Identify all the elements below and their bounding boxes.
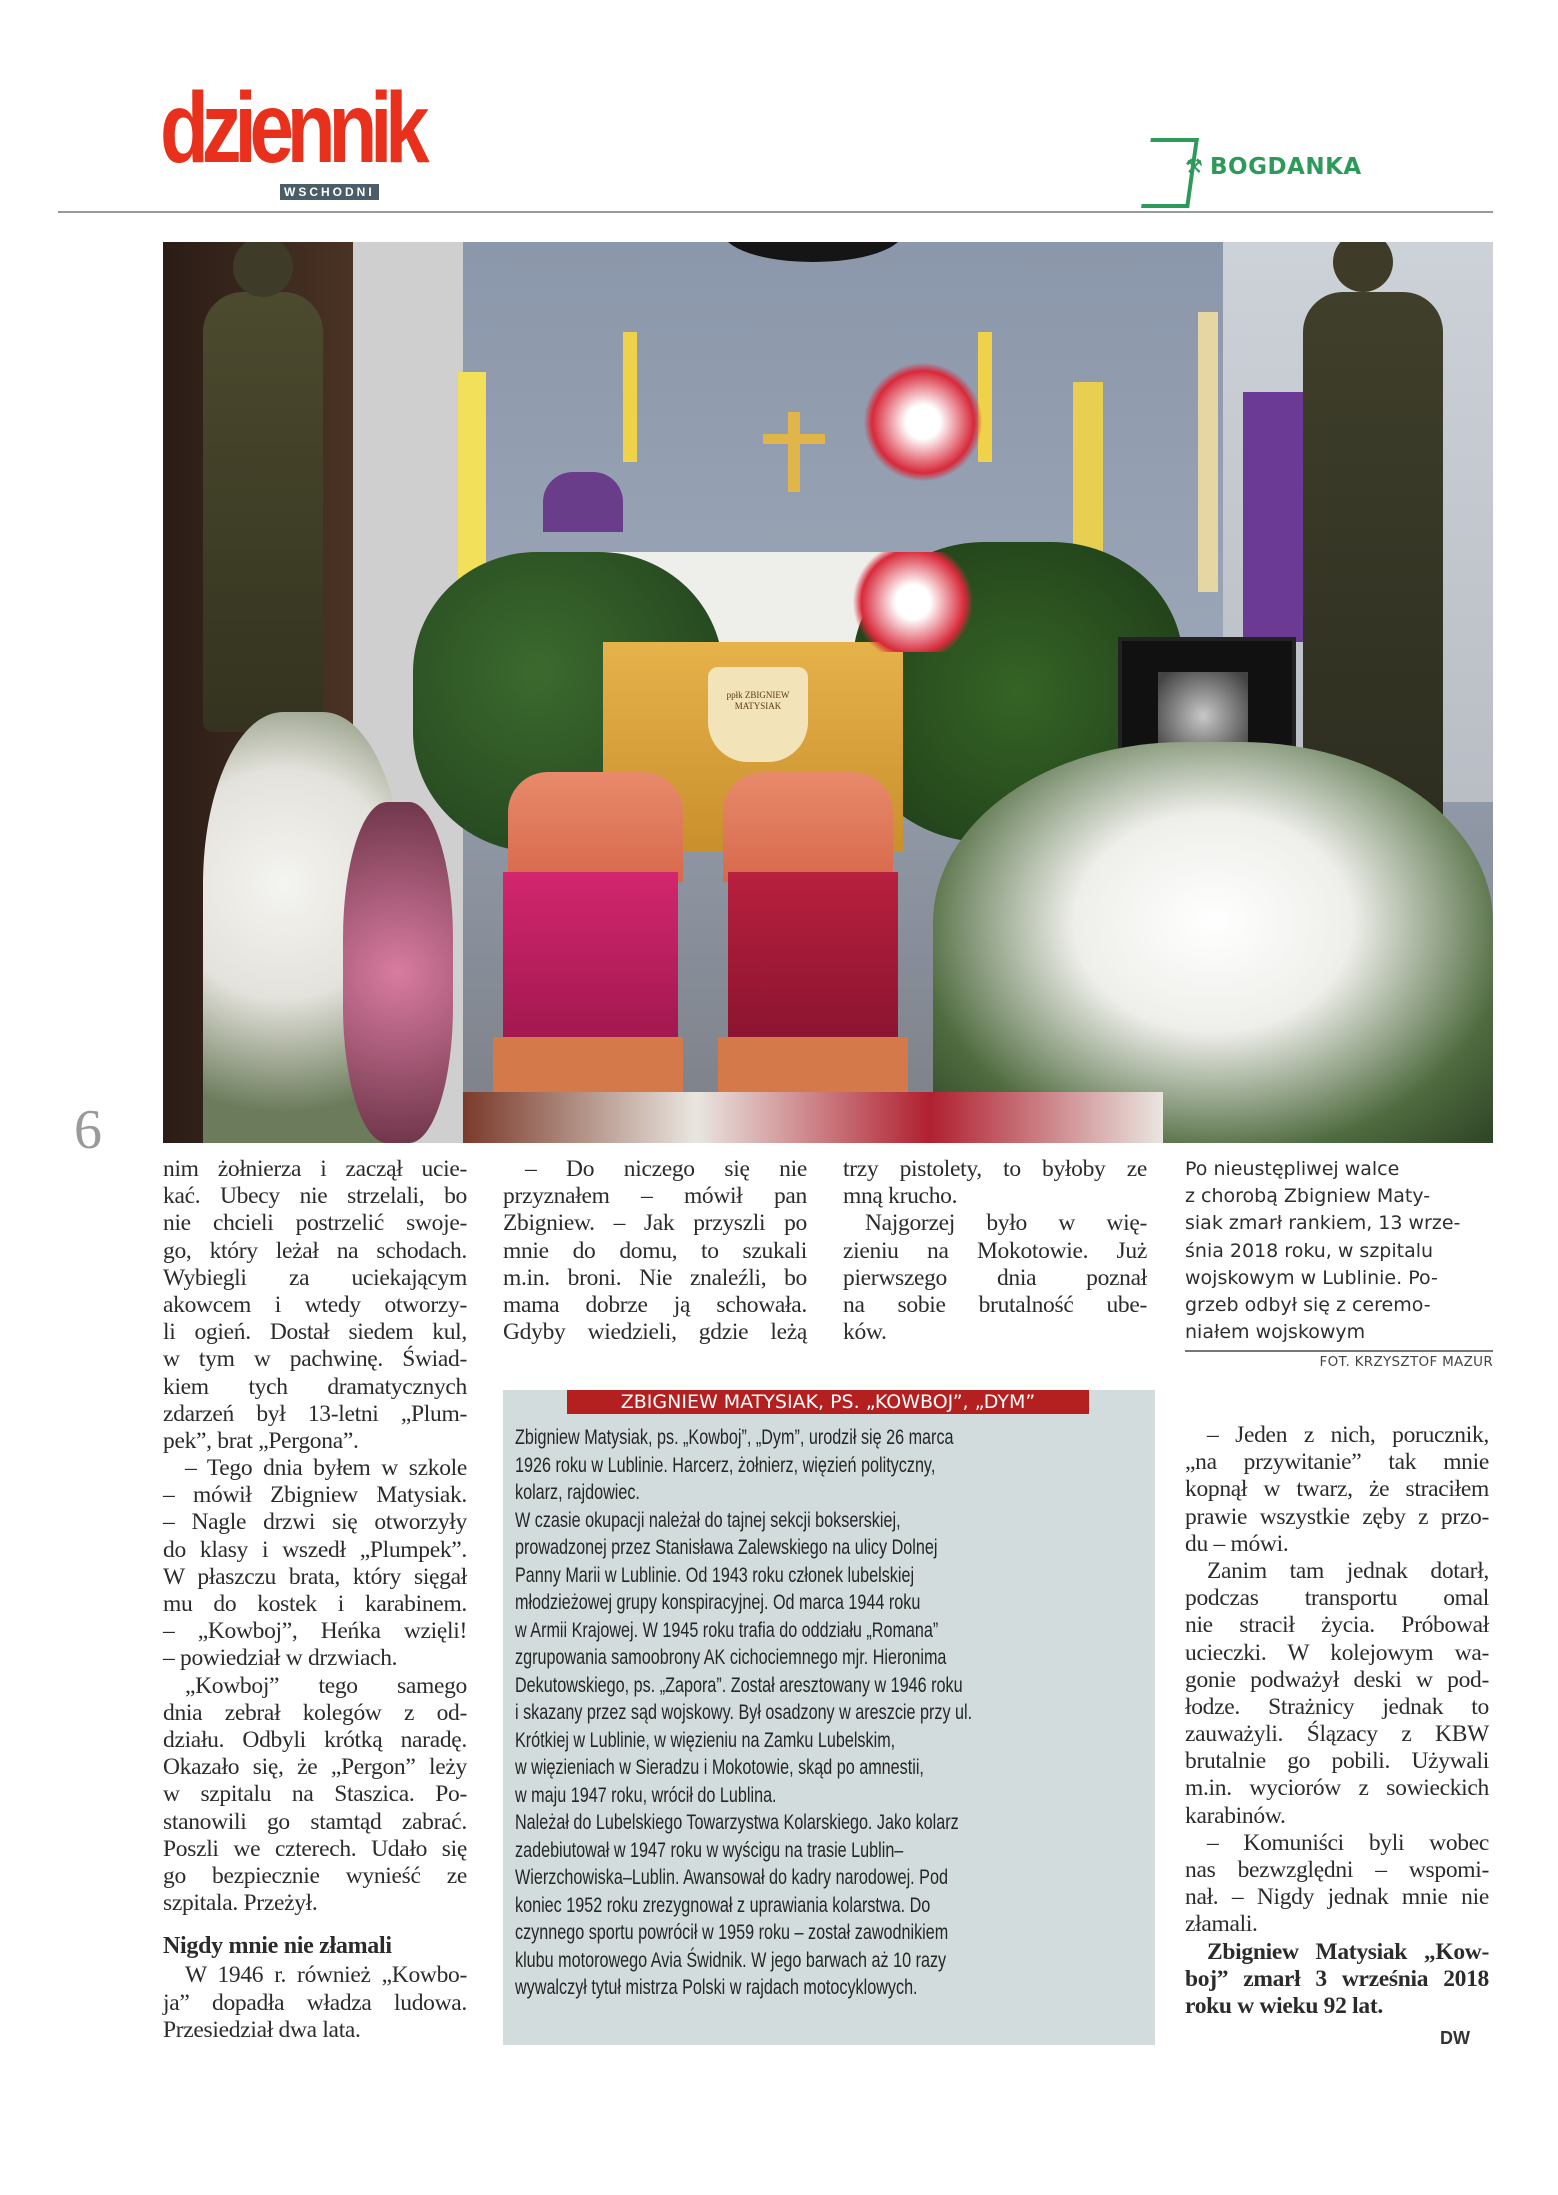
article-column-4 <box>1185 1422 1489 2020</box>
text-line: prawie wszystkie zęby z przo- <box>1185 1503 1489 1530</box>
text-line: Najgorzej było w wię- <box>865 1210 1147 1237</box>
paragraph <box>1185 1939 1489 2021</box>
caption-line: siak zmarł rankiem, 13 wrze- <box>1185 1212 1461 1235</box>
text-line: dnia zebrał kolegów z od- <box>163 1699 467 1726</box>
biography-line: młodzieżowej grupy konspiracyjnej. Od marca 1944 roku <box>515 1591 921 1614</box>
text-line: „na przywitanie” tak mnie <box>1185 1449 1489 1476</box>
text-line: w tym w pachwinę. Świad- <box>163 1346 467 1373</box>
text-line: go bezpiecznie wynieść ze <box>163 1862 467 1889</box>
photo-credit: FOT. KRZYSZTOF MAZUR <box>1319 1354 1493 1370</box>
caption-line: wojskowym w Lublinie. Po- <box>1185 1266 1438 1289</box>
logo-text: dziennik <box>160 72 423 184</box>
text-line: zieniu na Mokotowie. Już <box>843 1237 1147 1264</box>
text-line: pek”, brat „Pergona”. <box>163 1427 359 1454</box>
text-line: „Kowboj” tego samego <box>185 1672 467 1699</box>
text-line: mną krucho. <box>843 1183 958 1210</box>
text-line: nie stracił życia. Próbował <box>1185 1612 1489 1639</box>
biography-line: W czasie okupacji należał do tajnej sekcji bokserskiej, <box>515 1508 901 1532</box>
text-line: nie chcieli postrzelić swoje- <box>163 1210 467 1237</box>
biography-line: Panny Marii w Lublinie. Od 1943 roku członek lubelskiej <box>515 1563 915 1587</box>
text-line: Przesiedział dwa lata. <box>163 2016 361 2043</box>
text-line: – Komuniści byli wobec <box>1207 1829 1489 1856</box>
biography-line: Należał do Lubelskiego Towarzystwa Kolarskiego. Jako kolarz <box>515 1811 959 1834</box>
text-line: Zbigniew Matysiak „Kow- <box>1207 1938 1489 1965</box>
biography-box-body <box>515 1424 1123 2002</box>
text-line: W 1946 r. również „Kowbo- <box>185 1962 467 1989</box>
biography-line: kolarz, rajdowiec. <box>515 1481 640 1504</box>
text-line: – Tego dnia byłem w szkole <box>185 1455 467 1482</box>
text-line: – „Kowboj”, Heńka wzięli! <box>163 1618 467 1645</box>
text-line: Gdyby wiedzieli, gdzie leżą <box>503 1319 807 1346</box>
paragraph <box>1185 1422 1489 1558</box>
text-line: Poszli we czterech. Udało się <box>163 1835 467 1862</box>
text-line: m.in. broni. Nie znaleźli, bo <box>503 1264 807 1291</box>
caption-line: z chorobą Zbigniew Maty- <box>1185 1185 1431 1208</box>
paragraph <box>163 1455 467 1673</box>
text-line: mnie do domu, to szukali <box>503 1237 807 1264</box>
text-line: kiem tych dramatycznych <box>163 1373 467 1400</box>
article-column-1 <box>163 1156 467 2044</box>
text-line: ków. <box>843 1319 887 1346</box>
text-line: nim żołnierza i zaczął ucie- <box>163 1156 467 1182</box>
biography-line: prowadzonej przez Stanisława Zalewskiego na ulicy Dolnej <box>515 1536 938 1559</box>
caption-line: Po nieustępliwej walce <box>1185 1158 1400 1180</box>
text-line: kać. Ubecy nie strzelali, bo <box>163 1183 467 1210</box>
caption-rule <box>1185 1350 1493 1352</box>
paragraph <box>163 1156 467 1455</box>
text-line: w szpitalu na Staszica. Po- <box>163 1781 467 1808</box>
paragraph <box>843 1210 1147 1346</box>
caption-line: śnia 2018 roku, w szpitalu <box>1185 1239 1434 1262</box>
bogdanka-logo <box>1140 136 1380 206</box>
text-line: szpitala. Przeżył. <box>163 1890 318 1917</box>
caption-line: niałem wojskowym <box>1185 1321 1366 1344</box>
text-line: mama dobrze ją schowała. <box>503 1291 807 1318</box>
text-line: du – mówi. <box>1185 1530 1289 1557</box>
text-line: W płaszczu brata, który sięgał <box>163 1563 467 1590</box>
section-subheading: Nigdy mnie nie złamali <box>163 1933 392 1960</box>
text-line: złamali. <box>1185 1911 1258 1938</box>
page-number: 6 <box>74 1099 102 1161</box>
text-line: mu do kostek i karabinem. <box>163 1591 467 1617</box>
text-line: – Do niczego się nie <box>525 1156 807 1182</box>
text-line: zauważyli. Ślązacy z KBW <box>1185 1721 1489 1748</box>
text-line: akowcem i wtedy otworzy- <box>163 1291 467 1318</box>
author-signature: DW <box>1440 2028 1470 2048</box>
paragraph <box>843 1156 1147 1210</box>
text-line: zdarzeń był 13-letni „Plum- <box>163 1400 467 1427</box>
funeral-photo <box>163 242 1493 1143</box>
biography-line: Wierzchowiska–Lublin. Awansował do kadry narodowej. Pod <box>515 1866 948 1889</box>
text-line: m.in. wyciorów z sowieckich <box>1185 1775 1489 1802</box>
text-line: na sobie brutalność ube- <box>843 1291 1147 1318</box>
text-line: przyznałem – mówił pan <box>503 1183 807 1210</box>
text-line: Okazało się, że „Pergon” leży <box>163 1754 467 1781</box>
hammer-pick-icon: ⚒ <box>1185 154 1203 178</box>
paragraph <box>503 1156 807 1346</box>
dziennik-wschodni-logo <box>160 72 450 210</box>
article-column-3 <box>843 1156 1147 1346</box>
text-line: nał. – Nigdy jednak mnie nie <box>1185 1884 1489 1911</box>
text-line: Wybiegli za uciekającym <box>163 1264 467 1291</box>
text-line: li ogień. Dostał siedem kul, <box>163 1319 467 1346</box>
text-line: kopnął w twarz, że straciłem <box>1185 1476 1489 1503</box>
biography-line: Krótkiej w Lublinie, w więzieniu na Zamku Lubelskim, <box>515 1728 896 1752</box>
text-line: ucieczki. W kolejowym wa- <box>1185 1639 1489 1666</box>
text-line: ja” dopadła władza ludowa. <box>163 1989 467 2016</box>
biography-line: w maju 1947 roku, wrócił do Lublina. <box>515 1783 777 1807</box>
biography-line: zgrupowania samoobrony AK cichociemnego mjr. Hieronima <box>515 1646 947 1669</box>
biography-line: koniec 1952 roku zrezygnował z uprawiania kolarstwa. Do <box>515 1893 931 1917</box>
biography-line: wywalczył tytuł mistrza Polski w rajdach motocyklowych. <box>515 1976 918 1999</box>
biography-line: w Armii Krajowej. W 1945 roku trafia do oddziału „Romana” <box>515 1618 939 1642</box>
biography-line: zadebiutował w 1947 roku w wyścigu na trasie Lublin– <box>515 1838 904 1862</box>
biography-line: Dekutowskiego, ps. „Zapora”. Został aresztowany w 1946 roku <box>515 1673 963 1697</box>
text-line: roku w wieku 92 lat. <box>1185 1992 1383 2019</box>
text-line: podczas transportu omal <box>1185 1585 1489 1612</box>
text-line: brutalnie go pobili. Używali <box>1185 1748 1489 1775</box>
text-line: – Nagle drzwi się otworzyły <box>163 1509 467 1536</box>
text-line: łodze. Strażnicy jednak to <box>1185 1693 1489 1720</box>
coffin-plaque <box>708 667 808 762</box>
biography-line: w więzieniach w Sieradzu i Mokotowie, skąd po amnestii, <box>515 1756 924 1779</box>
biography-box <box>503 1390 1155 2045</box>
coffin-plaque-text: ppłk ZBIGNIEW MATYSIAK <box>726 690 790 711</box>
logo-subtext: WSCHODNI <box>280 184 379 200</box>
text-line: – mówił Zbigniew Matysiak. <box>163 1482 467 1509</box>
text-line: do klasy i wszedł „Plumpek”. <box>163 1536 467 1563</box>
text-line: trzy pistolety, to byłoby ze <box>843 1156 1147 1182</box>
caption-line: grzeb odbył się z ceremo- <box>1185 1293 1431 1316</box>
paragraph <box>1185 1558 1489 1830</box>
article-column-2 <box>503 1156 807 1346</box>
biography-line: czynnego sportu powrócił w 1959 roku – został zawodnikiem <box>515 1921 949 1944</box>
text-line: boj” zmarł 3 września 2018 <box>1185 1965 1489 1992</box>
text-line: go, który leżał na schodach. <box>163 1237 467 1264</box>
paragraph <box>163 1673 467 1918</box>
text-line: stanowili go stamtąd zabrać. <box>163 1808 467 1835</box>
header-rule <box>58 211 1493 213</box>
text-line: Zbigniew. – Jak przyszli po <box>503 1210 807 1237</box>
text-line: Zanim tam jednak dotarł, <box>1207 1557 1489 1584</box>
text-line: gonie podważył deski w pod- <box>1185 1666 1489 1693</box>
text-line: – powiedział w drzwiach. <box>163 1645 398 1672</box>
biography-line: klubu motorowego Avia Świdnik. W jego barwach aż 10 razy <box>515 1948 947 1972</box>
text-line: karabinów. <box>1185 1802 1286 1829</box>
text-line: nas bezwzględni – wspomi- <box>1185 1857 1489 1883</box>
text-line: – Jeden z nich, porucznik, <box>1207 1422 1489 1448</box>
paragraph <box>1185 1830 1489 1939</box>
paragraph <box>163 1962 467 2044</box>
photo-caption <box>1185 1156 1495 1346</box>
biography-line: 1926 roku w Lublinie. Harcerz, żołnierz, więzień polityczny, <box>515 1453 936 1477</box>
biography-line: Zbigniew Matysiak, ps. „Kowboj”, „Dym”, urodził się 26 marca <box>515 1426 954 1449</box>
sponsor-name: BOGDANKA <box>1210 154 1362 180</box>
biography-line: i skazany przez sąd wojskowy. Był osadzony w areszcie przy ul. <box>515 1701 973 1724</box>
biography-box-title: ZBIGNIEW MATYSIAK, PS. „KOWBOJ”, „DYM” <box>567 1390 1089 1414</box>
text-line: działu. Odbyli krótką naradę. <box>163 1726 467 1753</box>
text-line: pierwszego dnia poznał <box>843 1264 1147 1291</box>
